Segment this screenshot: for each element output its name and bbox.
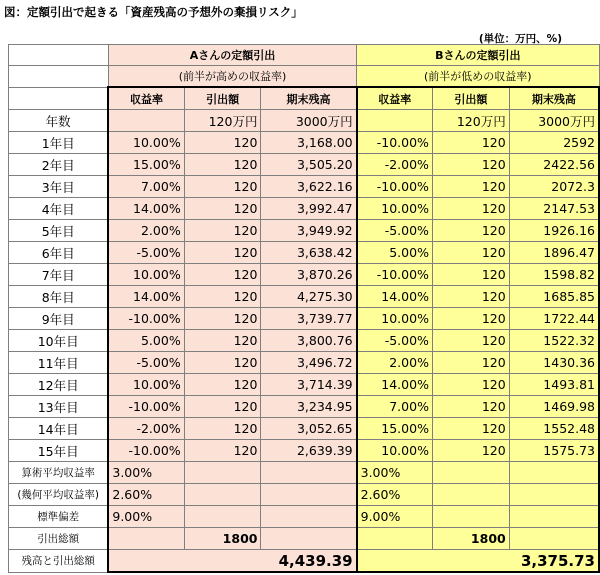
b-return-cell: 7.00% xyxy=(357,396,433,418)
a-stat-cell: 3.00% xyxy=(108,462,184,484)
b-balance-cell: 1430.36 xyxy=(509,352,599,374)
col-header-a-balance: 期末残高 xyxy=(261,87,357,110)
a-balance-cell: 3,992.47 xyxy=(261,198,357,220)
initial-label: 年数 xyxy=(9,110,109,132)
a-balance-cell: 2,639.39 xyxy=(261,440,357,462)
a-balance-cell: 3,168.00 xyxy=(261,132,357,154)
empty-cell xyxy=(357,528,433,550)
b-withdrawal-cell: 120 xyxy=(432,418,509,440)
year-label: 8年目 xyxy=(9,286,109,308)
b-total-withdrawal: 1800 xyxy=(432,528,509,550)
b-balance-cell: 1552.48 xyxy=(509,418,599,440)
year-label: 9年目 xyxy=(9,308,109,330)
a-return-cell: -10.00% xyxy=(108,440,184,462)
total-withdrawal-label: 引出総額 xyxy=(9,528,109,550)
a-grand-total: 4,439.39 xyxy=(108,550,356,573)
b-return-cell: -10.00% xyxy=(357,176,433,198)
initial-a-withdrawal: 120万円 xyxy=(184,110,261,132)
empty-cell xyxy=(184,462,261,484)
table-row xyxy=(9,242,600,264)
initial-a-balance: 3000万円 xyxy=(261,110,357,132)
a-balance-cell: 3,496.72 xyxy=(261,352,357,374)
empty-cell xyxy=(509,462,599,484)
b-stat-cell: 9.00% xyxy=(357,506,433,528)
b-withdrawal-cell: 120 xyxy=(432,242,509,264)
a-balance-cell: 3,638.42 xyxy=(261,242,357,264)
table-row xyxy=(9,220,600,242)
b-return-cell: -10.00% xyxy=(357,264,433,286)
a-withdrawal-cell: 120 xyxy=(184,154,261,176)
empty-cell xyxy=(261,462,357,484)
initial-a-return xyxy=(108,110,184,132)
empty-cell xyxy=(184,506,261,528)
year-label: 5年目 xyxy=(9,220,109,242)
initial-b-balance: 3000万円 xyxy=(509,110,599,132)
corner-cell xyxy=(9,87,109,110)
table-row xyxy=(9,308,600,330)
empty-cell xyxy=(432,506,509,528)
a-balance-cell: 3,949.92 xyxy=(261,220,357,242)
a-stat-cell: 9.00% xyxy=(108,506,184,528)
a-balance-cell: 3,505.20 xyxy=(261,154,357,176)
col-header-a-withdrawal: 引出額 xyxy=(184,87,261,110)
a-balance-cell: 3,714.39 xyxy=(261,374,357,396)
a-withdrawal-cell: 120 xyxy=(184,264,261,286)
year-label: 10年目 xyxy=(9,330,109,352)
planB-title: Bさんの定額引出 xyxy=(357,45,599,66)
a-withdrawal-cell: 120 xyxy=(184,132,261,154)
b-balance-cell: 1522.32 xyxy=(509,330,599,352)
planB-subtitle: (前半が低めの収益率) xyxy=(357,66,599,88)
empty-cell xyxy=(108,528,184,550)
a-withdrawal-cell: 120 xyxy=(184,286,261,308)
a-withdrawal-cell: 120 xyxy=(184,440,261,462)
year-label: 2年目 xyxy=(9,154,109,176)
empty-cell xyxy=(432,484,509,506)
b-withdrawal-cell: 120 xyxy=(432,286,509,308)
withdrawal-table xyxy=(8,44,600,573)
col-header-b-balance: 期末残高 xyxy=(509,87,599,110)
a-return-cell: -10.00% xyxy=(108,308,184,330)
col-header-a-return: 収益率 xyxy=(108,87,184,110)
grand-total-row xyxy=(9,550,600,573)
year-label: 11年目 xyxy=(9,352,109,374)
year-label: 13年目 xyxy=(9,396,109,418)
a-withdrawal-cell: 120 xyxy=(184,198,261,220)
b-balance-cell: 2422.56 xyxy=(509,154,599,176)
year-label: 1年目 xyxy=(9,132,109,154)
b-balance-cell: 2592 xyxy=(509,132,599,154)
table-row xyxy=(9,198,600,220)
b-balance-cell: 1469.98 xyxy=(509,396,599,418)
empty-cell xyxy=(432,462,509,484)
stats-row xyxy=(9,506,600,528)
b-withdrawal-cell: 120 xyxy=(432,264,509,286)
a-withdrawal-cell: 120 xyxy=(184,352,261,374)
b-withdrawal-cell: 120 xyxy=(432,330,509,352)
b-grand-total: 3,375.73 xyxy=(357,550,599,573)
b-withdrawal-cell: 120 xyxy=(432,132,509,154)
year-label: 4年目 xyxy=(9,198,109,220)
a-withdrawal-cell: 120 xyxy=(184,176,261,198)
table-row xyxy=(9,132,600,154)
empty-cell xyxy=(509,484,599,506)
a-withdrawal-cell: 120 xyxy=(184,330,261,352)
stats-label: 算術平均収益率 xyxy=(9,462,109,484)
b-withdrawal-cell: 120 xyxy=(432,220,509,242)
col-header-b-withdrawal: 引出額 xyxy=(432,87,509,110)
corner-cell xyxy=(9,45,109,66)
year-label: 6年目 xyxy=(9,242,109,264)
col-header-b-return: 収益率 xyxy=(357,87,433,110)
table-row xyxy=(9,374,600,396)
a-return-cell: 10.00% xyxy=(108,264,184,286)
b-return-cell: -10.00% xyxy=(357,132,433,154)
a-return-cell: -2.00% xyxy=(108,418,184,440)
planA-subtitle: (前半が高めの収益率) xyxy=(108,66,356,88)
a-withdrawal-cell: 120 xyxy=(184,374,261,396)
b-withdrawal-cell: 120 xyxy=(432,352,509,374)
a-balance-cell: 3,052.65 xyxy=(261,418,357,440)
empty-cell xyxy=(261,484,357,506)
a-balance-cell: 3,800.76 xyxy=(261,330,357,352)
a-balance-cell: 3,870.26 xyxy=(261,264,357,286)
b-return-cell: 14.00% xyxy=(357,286,433,308)
year-label: 15年目 xyxy=(9,440,109,462)
stats-label: 標準偏差 xyxy=(9,506,109,528)
b-return-cell: -5.00% xyxy=(357,220,433,242)
a-return-cell: 2.00% xyxy=(108,220,184,242)
b-withdrawal-cell: 120 xyxy=(432,374,509,396)
empty-cell xyxy=(509,506,599,528)
stats-label: (幾何平均収益率) xyxy=(9,484,109,506)
grand-total-label: 残高と引出総額 xyxy=(9,550,109,573)
b-balance-cell: 2072.3 xyxy=(509,176,599,198)
b-balance-cell: 1896.47 xyxy=(509,242,599,264)
b-return-cell: 10.00% xyxy=(357,440,433,462)
a-return-cell: -5.00% xyxy=(108,352,184,374)
b-balance-cell: 1926.16 xyxy=(509,220,599,242)
b-withdrawal-cell: 120 xyxy=(432,154,509,176)
b-stat-cell: 3.00% xyxy=(357,462,433,484)
a-withdrawal-cell: 120 xyxy=(184,308,261,330)
b-withdrawal-cell: 120 xyxy=(432,396,509,418)
a-withdrawal-cell: 120 xyxy=(184,242,261,264)
table-row xyxy=(9,286,600,308)
b-balance-cell: 1575.73 xyxy=(509,440,599,462)
b-balance-cell: 1598.82 xyxy=(509,264,599,286)
a-return-cell: 10.00% xyxy=(108,374,184,396)
a-stat-cell: 2.60% xyxy=(108,484,184,506)
b-stat-cell: 2.60% xyxy=(357,484,433,506)
year-label: 7年目 xyxy=(9,264,109,286)
empty-cell xyxy=(509,528,599,550)
a-balance-cell: 3,234.95 xyxy=(261,396,357,418)
table-row xyxy=(9,418,600,440)
b-return-cell: 14.00% xyxy=(357,374,433,396)
unit-note: (単位：万円、%) xyxy=(478,33,562,45)
table-row xyxy=(9,396,600,418)
stats-row xyxy=(9,484,600,506)
a-withdrawal-cell: 120 xyxy=(184,396,261,418)
b-return-cell: 2.00% xyxy=(357,352,433,374)
table-row xyxy=(9,264,600,286)
a-return-cell: -10.00% xyxy=(108,396,184,418)
b-balance-cell: 2147.53 xyxy=(509,198,599,220)
b-return-cell: -5.00% xyxy=(357,330,433,352)
b-balance-cell: 1722.44 xyxy=(509,308,599,330)
b-withdrawal-cell: 120 xyxy=(432,198,509,220)
b-return-cell: 10.00% xyxy=(357,308,433,330)
empty-cell xyxy=(261,506,357,528)
b-return-cell: -2.00% xyxy=(357,154,433,176)
initial-b-withdrawal: 120万円 xyxy=(432,110,509,132)
b-withdrawal-cell: 120 xyxy=(432,308,509,330)
a-balance-cell: 4,275.30 xyxy=(261,286,357,308)
table-row xyxy=(9,352,600,374)
a-return-cell: 10.00% xyxy=(108,132,184,154)
a-withdrawal-cell: 120 xyxy=(184,220,261,242)
initial-b-return xyxy=(357,110,433,132)
empty-cell xyxy=(184,484,261,506)
a-balance-cell: 3,622.16 xyxy=(261,176,357,198)
year-label: 3年目 xyxy=(9,176,109,198)
a-return-cell: 14.00% xyxy=(108,286,184,308)
b-return-cell: 10.00% xyxy=(357,198,433,220)
empty-cell xyxy=(261,528,357,550)
table-row xyxy=(9,440,600,462)
a-return-cell: 7.00% xyxy=(108,176,184,198)
b-withdrawal-cell: 120 xyxy=(432,176,509,198)
table-row xyxy=(9,176,600,198)
b-withdrawal-cell: 120 xyxy=(432,440,509,462)
b-return-cell: 5.00% xyxy=(357,242,433,264)
a-total-withdrawal: 1800 xyxy=(184,528,261,550)
table-row xyxy=(9,330,600,352)
year-label: 14年目 xyxy=(9,418,109,440)
b-return-cell: 15.00% xyxy=(357,418,433,440)
a-return-cell: 15.00% xyxy=(108,154,184,176)
planA-title: Aさんの定額引出 xyxy=(108,45,356,66)
total-withdrawal-row xyxy=(9,528,600,550)
b-balance-cell: 1685.85 xyxy=(509,286,599,308)
table-row xyxy=(9,154,600,176)
a-balance-cell: 3,739.77 xyxy=(261,308,357,330)
stats-row xyxy=(9,462,600,484)
a-return-cell: 14.00% xyxy=(108,198,184,220)
a-return-cell: -5.00% xyxy=(108,242,184,264)
figure-title: 図：定額引出で起きる「資産残高の予想外の棄損リスク」 xyxy=(4,5,303,19)
a-withdrawal-cell: 120 xyxy=(184,418,261,440)
year-label: 12年目 xyxy=(9,374,109,396)
corner-cell xyxy=(9,66,109,88)
b-balance-cell: 1493.81 xyxy=(509,374,599,396)
a-return-cell: 5.00% xyxy=(108,330,184,352)
